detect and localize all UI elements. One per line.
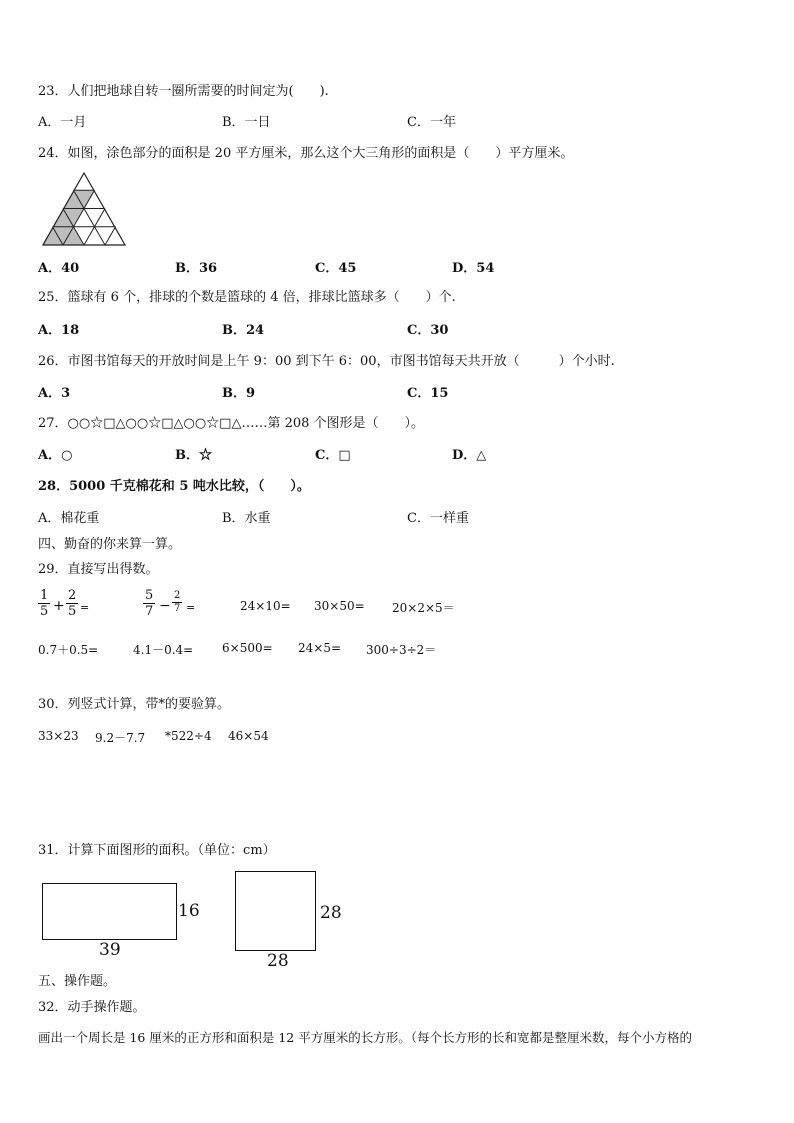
question-24: 24．如图，涂色部分的面积是 20 平方厘米，那么这个大三角形的面积是（ ）平方厘米。	[38, 146, 574, 161]
option-a: A．40	[38, 261, 80, 276]
calc-item: 30×50=	[314, 599, 365, 613]
option-d: D．54	[452, 261, 495, 276]
fraction-2-7: $\frac{2}{7}$	[174, 590, 181, 614]
question-23: 23．人们把地球自转一圈所需要的时间定为( ).	[38, 84, 329, 99]
rect-width-label: 39	[99, 940, 121, 960]
option-a: A．18	[38, 323, 80, 338]
option-b: B．9	[222, 386, 256, 401]
option-c: C．一年	[407, 115, 456, 130]
plus-sign: +	[53, 598, 65, 614]
question-30: 30．列竖式计算，带*的要验算。	[38, 697, 231, 712]
question-27: 27．○○☆□△○○☆□△○○☆□△……第 208 个图形是（ ）。	[38, 416, 425, 431]
option-b: B．36	[175, 261, 218, 276]
option-a: A．3	[38, 386, 71, 401]
section-heading-4: 四、勤奋的你来算一算。	[38, 537, 182, 552]
option-a: A．○	[38, 448, 73, 463]
minus-sign: −	[159, 598, 171, 614]
calc-item: 20×2×5＝	[392, 601, 455, 615]
equals-sign: =	[80, 601, 90, 614]
calc-item: 33×23	[38, 729, 79, 743]
question-31: 31．计算下面图形的面积。（单位：cm）	[38, 843, 276, 858]
option-b: B．☆	[175, 448, 212, 463]
rect-height-label: 16	[178, 901, 200, 921]
fraction-5-7: $\frac{5}{7}$	[145, 588, 154, 619]
question-28: 28．5000 千克棉花和 5 吨水比较，（ ）。	[38, 479, 310, 494]
question-26: 26．市图书馆每天的开放时间是上午 9：00 到下午 6：00，市图书馆每天共开放（ ）个小时.	[38, 354, 615, 369]
rectangle-figure	[42, 883, 177, 940]
calc-item: 0.7＋0.5=	[38, 643, 99, 657]
calc-item: 24×5=	[298, 641, 342, 655]
square-side-label: 28	[320, 903, 342, 923]
option-c: C．一样重	[407, 511, 469, 526]
calc-item: 4.1－0.4=	[133, 643, 194, 657]
option-b: B．一日	[222, 115, 271, 130]
option-b: B．水重	[222, 511, 271, 526]
section-heading-5: 五、操作题。	[38, 974, 117, 989]
option-c: C．45	[315, 261, 357, 276]
option-d: D．△	[452, 448, 487, 463]
calc-item: 6×500=	[222, 641, 273, 655]
question-32-body: 画出一个周长是 16 厘米的正方形和面积是 12 平方厘米的长方形。（每个长方形的长和宽都是整厘米数，每个小方格的	[38, 1030, 692, 1045]
calc-item: 9.2－7.7	[95, 731, 146, 745]
option-c: C．30	[407, 323, 449, 338]
option-b: B．24	[222, 323, 265, 338]
question-25: 25．篮球有 6 个，排球的个数是篮球的 4 倍，排球比篮球多（ ）个.	[38, 290, 456, 305]
square-bottom-label: 28	[267, 951, 289, 971]
calc-item: 300÷3÷2＝	[366, 643, 437, 657]
calc-item: 24×10=	[240, 599, 291, 613]
option-c: C．□	[315, 448, 351, 463]
option-a: A．棉花重	[38, 511, 100, 526]
equals-sign: =	[186, 601, 196, 614]
triangle-figure	[42, 172, 126, 246]
option-c: C．15	[407, 386, 449, 401]
fraction-2-5: $\frac{2}{5}$	[68, 588, 77, 619]
question-29: 29．直接写出得数。	[38, 562, 159, 577]
calc-item: *522÷4	[165, 729, 212, 743]
square-figure	[235, 871, 316, 951]
fraction-1-5: $\frac{1}{5}$	[40, 588, 49, 619]
question-32: 32．动手操作题。	[38, 1000, 146, 1015]
calc-item: 46×54	[228, 729, 269, 743]
option-a: A．一月	[38, 115, 87, 130]
